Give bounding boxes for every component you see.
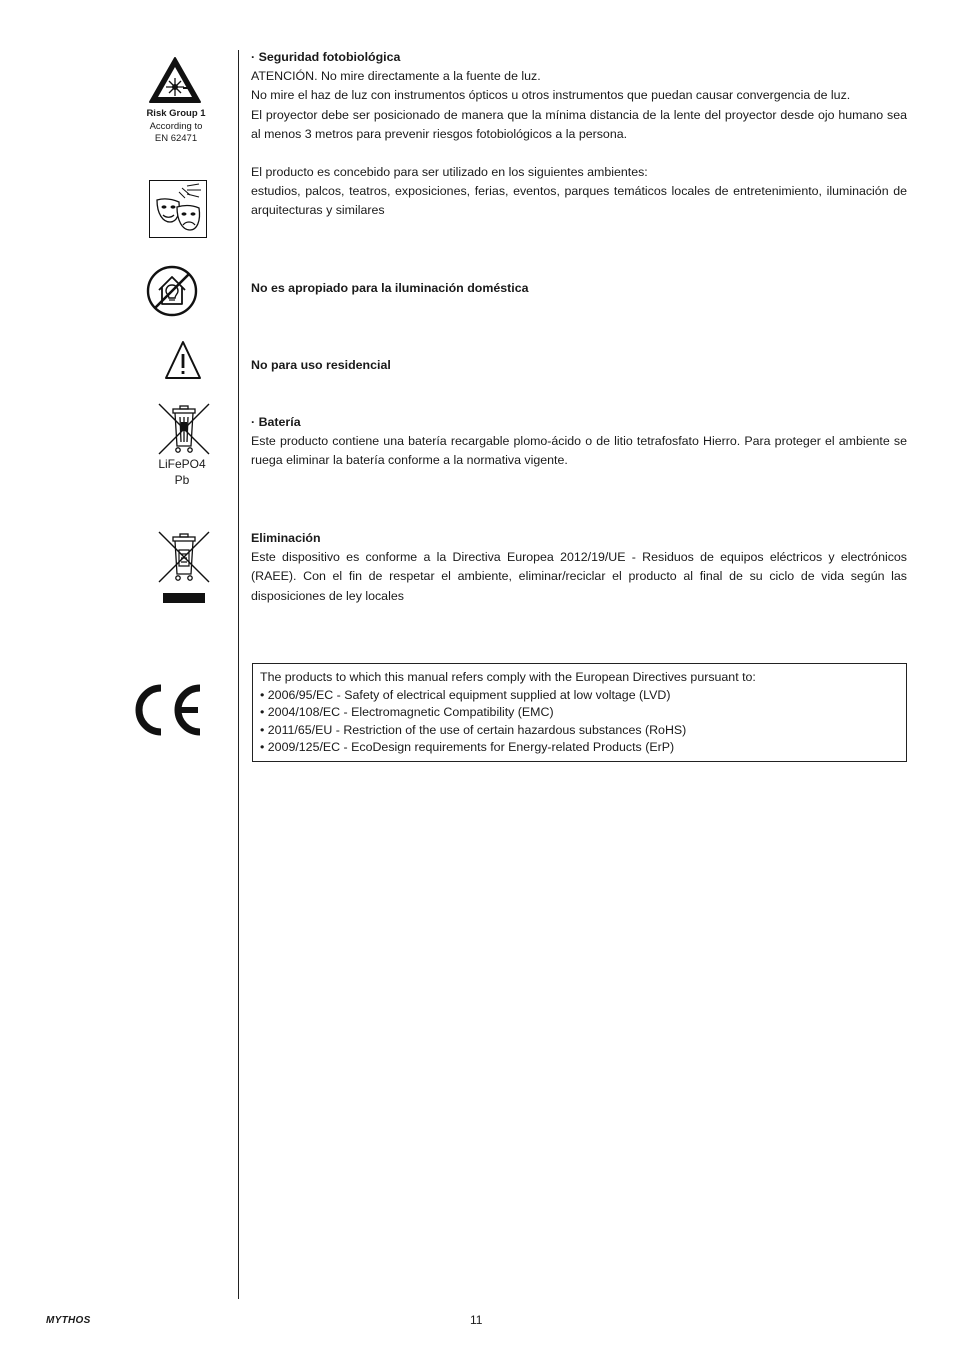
environments-list: estudios, palcos, teatros, exposiciones, ferias, eventos, parques temáticos locales de entretenimiento, iluminación de arquitecturas y similares bbox=[251, 184, 907, 218]
photobiological-safety-line: El proyector debe ser posicionado de manera que la mínima distancia de la lente del proyector desde ojo humano sea al menos 3 metros para prevenir riesgos fotobiológicos a la persona. bbox=[251, 107, 907, 141]
crossed-bin-weee-icon bbox=[157, 530, 211, 606]
ce-mark-icon bbox=[134, 684, 206, 736]
compliance-item: • 2009/125/EC - EcoDesign requirements for Energy-related Products (ErP) bbox=[260, 740, 675, 755]
column-divider bbox=[238, 50, 239, 1299]
footer-brand: MYTHOS bbox=[46, 1315, 91, 1326]
domestic-notice-text: No es apropiado para la iluminación doméstica bbox=[251, 281, 529, 295]
battery-chemistry-label bbox=[150, 457, 214, 488]
compliance-item: • 2004/108/EC - Electromagnetic Compatibility (EMC) bbox=[260, 705, 554, 720]
compliance-intro: The products to which this manual refers comply with the European Directives pursuant to: bbox=[260, 670, 756, 684]
laser-warning-icon bbox=[147, 55, 203, 105]
page-number: 11 bbox=[470, 1313, 483, 1327]
no-domestic-lighting-icon bbox=[145, 264, 199, 318]
photobiological-safety-heading: · Seguridad fotobiológica bbox=[251, 50, 401, 64]
disposal-section bbox=[251, 529, 907, 606]
compliance-box bbox=[252, 663, 907, 762]
battery-heading: · Batería bbox=[251, 415, 301, 429]
photobiological-safety-line: No mire el haz de luz con instrumentos ópticos u otros instrumentos que puedan causar convergencia de luz. bbox=[251, 88, 851, 103]
risk-group-caption bbox=[132, 108, 220, 146]
domestic-notice bbox=[251, 279, 907, 298]
disposal-heading: Eliminación bbox=[251, 531, 321, 545]
battery-label-lifepo4: LiFePO4 bbox=[158, 457, 206, 471]
crossed-bin-battery-icon bbox=[157, 402, 211, 456]
photobiological-safety-section bbox=[251, 48, 907, 144]
theatre-masks-icon bbox=[149, 180, 207, 238]
disposal-text: Este dispositivo es conforme a la Directiva Europea 2012/19/UE - Residuos de equipos eléctricos y electrónicos (RAEE). Con el fin de respetar el ambiente, eliminar/reciclar el producto al final de su ciclo de vida según las disposiciones de ley locales bbox=[251, 550, 907, 603]
risk-group-standard-line1: According to bbox=[149, 120, 203, 132]
battery-label-pb: Pb bbox=[174, 472, 190, 487]
residential-notice-text: No para uso residencial bbox=[251, 358, 391, 372]
environments-intro: El producto es concebido para ser utilizado en los siguientes ambientes: bbox=[251, 165, 648, 179]
battery-section bbox=[251, 413, 907, 471]
photobiological-safety-line: ATENCIÓN. No mire directamente a la fuente de luz. bbox=[251, 69, 541, 84]
compliance-item: • 2006/95/EC - Safety of electrical equipment supplied at low voltage (LVD) bbox=[260, 687, 671, 702]
risk-group-title: Risk Group 1 bbox=[146, 108, 206, 119]
environments-section bbox=[251, 163, 907, 221]
compliance-item: • 2011/65/EU - Restriction of the use of certain hazardous substances (RoHS) bbox=[260, 722, 687, 737]
risk-group-standard-line2: EN 62471 bbox=[154, 133, 198, 144]
battery-text: Este producto contiene una batería recargable plomo-ácido o de litio tetrafosfato Hierro. Para proteger el ambiente se ruega eliminar la batería conforme a la normativa vigente. bbox=[251, 434, 907, 468]
warning-triangle-icon bbox=[164, 340, 202, 380]
residential-notice bbox=[251, 356, 907, 375]
